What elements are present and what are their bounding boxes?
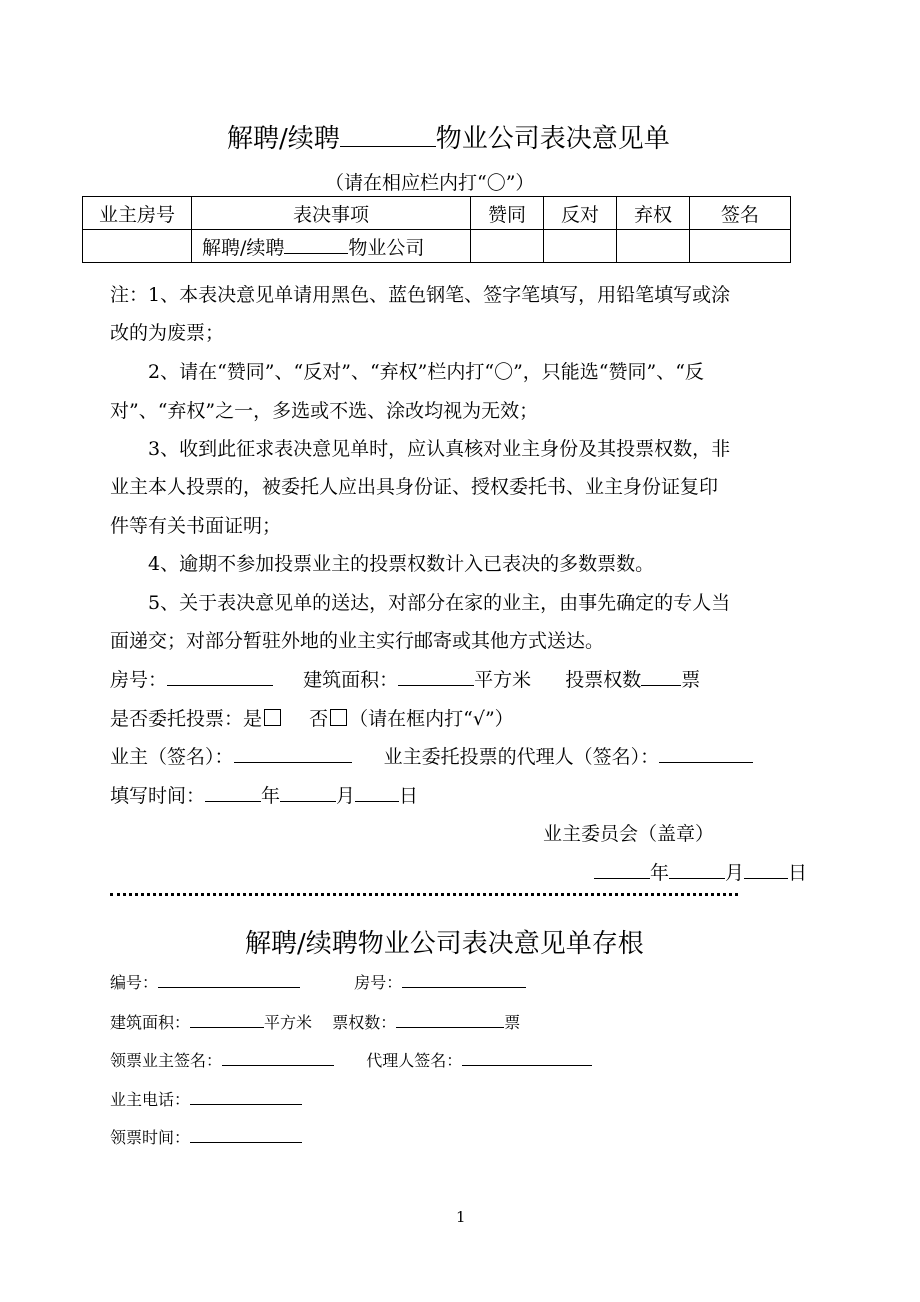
committee-month-label: 月 [725, 862, 745, 884]
stub-agent-sign-blank[interactable] [462, 1049, 592, 1066]
header-abstain: 弃权 [617, 197, 690, 230]
title-part-b: 物业公司表决意见单 [435, 124, 670, 154]
stub-piao-label: 票 [504, 1013, 521, 1032]
subtitle: （请在相应栏内打“〇”） [325, 172, 535, 194]
owner-sign-label: 业主（签名）： [110, 746, 234, 768]
stub-time-blank[interactable] [190, 1126, 302, 1143]
committee-day-blank[interactable] [744, 860, 788, 879]
stub-room-blank[interactable] [402, 971, 526, 988]
note-5-line-1: 5、关于表决意见单的送达，对部分在家的业主，由事先确定的专人当 [148, 592, 731, 614]
company-blank[interactable] [340, 122, 436, 147]
year-label: 年 [261, 785, 281, 807]
stub-area-label: 建筑面积： [110, 1013, 191, 1032]
committee-day-label: 日 [788, 862, 808, 884]
field-row-entrust [110, 704, 514, 731]
cell-matter [192, 230, 471, 263]
cell-sign[interactable] [690, 230, 791, 263]
table-header-row [83, 197, 791, 230]
note-3-line-2: 业主本人投票的，被委托人应出具身份证、授权委托书、业主身份证复印 [110, 476, 719, 498]
header-matter: 表决事项 [192, 197, 471, 230]
field-row-time [110, 781, 418, 808]
matter-part-a: 解聘/续聘 [202, 236, 285, 259]
area-label: 建筑面积： [303, 669, 399, 691]
header-room: 业主房号 [83, 197, 192, 230]
table-row [83, 230, 791, 263]
stub-phone-label: 业主电话： [110, 1090, 191, 1109]
room-label: 房号： [110, 669, 168, 691]
stub-number-label: 编号： [110, 973, 159, 992]
sqm-label: 平方米 [474, 669, 532, 691]
fill-year-blank[interactable] [205, 783, 261, 802]
stub-row-phone [110, 1087, 302, 1110]
votes-unit: 票 [681, 669, 701, 691]
entrust-label: 是否委托投票：是 [110, 708, 263, 730]
entrust-no-label: 否 [309, 708, 329, 730]
stub-phone-blank[interactable] [190, 1088, 302, 1105]
matter-part-b: 物业公司 [348, 236, 425, 259]
fill-day-blank[interactable] [355, 783, 399, 802]
title-part-a: 解聘/续聘 [227, 124, 340, 154]
cell-abstain[interactable] [617, 230, 690, 263]
stub-title: 解聘/续聘物业公司表决意见单存根 [245, 929, 644, 959]
cell-room[interactable] [83, 230, 192, 263]
committee-date-row [594, 858, 807, 885]
note-5-line-2: 面递交；对部分暂驻外地的业主实行邮寄或其他方式送达。 [110, 630, 605, 652]
note-2-line-2: 对”、“弃权”之一，多选或不选、涂改均视为无效； [110, 400, 539, 422]
matter-company-blank[interactable] [284, 235, 348, 254]
stub-number-blank[interactable] [158, 971, 300, 988]
cell-agree[interactable] [471, 230, 544, 263]
owner-sign-blank[interactable] [234, 744, 352, 763]
header-agree: 赞同 [471, 197, 544, 230]
stub-owner-sign-blank[interactable] [222, 1049, 334, 1066]
note-3-line-3: 件等有关书面证明； [110, 515, 282, 537]
fill-month-blank[interactable] [280, 783, 336, 802]
vote-table [82, 196, 791, 263]
form-title [227, 118, 670, 155]
stub-agent-sign-label: 代理人签名： [366, 1051, 463, 1070]
votes-blank[interactable] [641, 667, 681, 686]
day-label: 日 [399, 785, 419, 807]
stub-vote-rights-blank[interactable] [396, 1011, 504, 1028]
note-3-line-1: 3、收到此征求表决意见单时，应认真核对业主身份及其投票权数，非 [148, 438, 731, 460]
room-blank[interactable] [167, 667, 273, 686]
stub-row-time [110, 1125, 302, 1148]
committee-seal-label: 业主委员会（盖章） [543, 823, 715, 845]
stub-owner-sign-label: 领票业主签名： [110, 1051, 223, 1070]
header-oppose: 反对 [544, 197, 617, 230]
fill-time-label: 填写时间： [110, 785, 206, 807]
month-label: 月 [336, 785, 356, 807]
page-number: 1 [456, 1208, 466, 1226]
committee-month-blank[interactable] [669, 860, 725, 879]
agent-sign-blank[interactable] [659, 744, 753, 763]
note-2-line-1: 2、请在“赞同”、“反对”、“弃权”栏内打“〇”，只能选“赞同”、“反 [148, 361, 704, 383]
stub-row-area [110, 1010, 520, 1033]
votes-label: 投票权数 [565, 669, 642, 691]
field-row-room [110, 665, 700, 692]
field-row-sign [110, 742, 753, 769]
stub-row-number [110, 970, 526, 993]
agent-sign-label: 业主委托投票的代理人（签名）： [383, 746, 660, 768]
entrust-no-checkbox[interactable] [330, 709, 347, 726]
cut-line-divider [110, 893, 738, 896]
entrust-note: （请在框内打“√”） [349, 708, 514, 730]
note-4: 4、逾期不参加投票业主的投票权数计入已表决的多数票数。 [148, 553, 655, 575]
header-sign: 签名 [690, 197, 791, 230]
note-1-line-1: 注：1、本表决意见单请用黑色、蓝色钢笔、签字笔填写，用铅笔填写或涂 [110, 284, 731, 306]
stub-row-sign [110, 1048, 592, 1071]
committee-year-label: 年 [650, 862, 670, 884]
note-1-line-2: 改的为废票； [110, 322, 225, 344]
stub-area-blank[interactable] [190, 1011, 264, 1028]
stub-vote-rights-label: 票权数： [332, 1013, 397, 1032]
entrust-yes-checkbox[interactable] [264, 709, 281, 726]
cell-oppose[interactable] [544, 230, 617, 263]
area-blank[interactable] [398, 667, 474, 686]
stub-sqm-label: 平方米 [264, 1013, 313, 1032]
stub-room-label: 房号： [354, 973, 403, 992]
committee-year-blank[interactable] [594, 860, 650, 879]
stub-time-label: 领票时间： [110, 1128, 191, 1147]
